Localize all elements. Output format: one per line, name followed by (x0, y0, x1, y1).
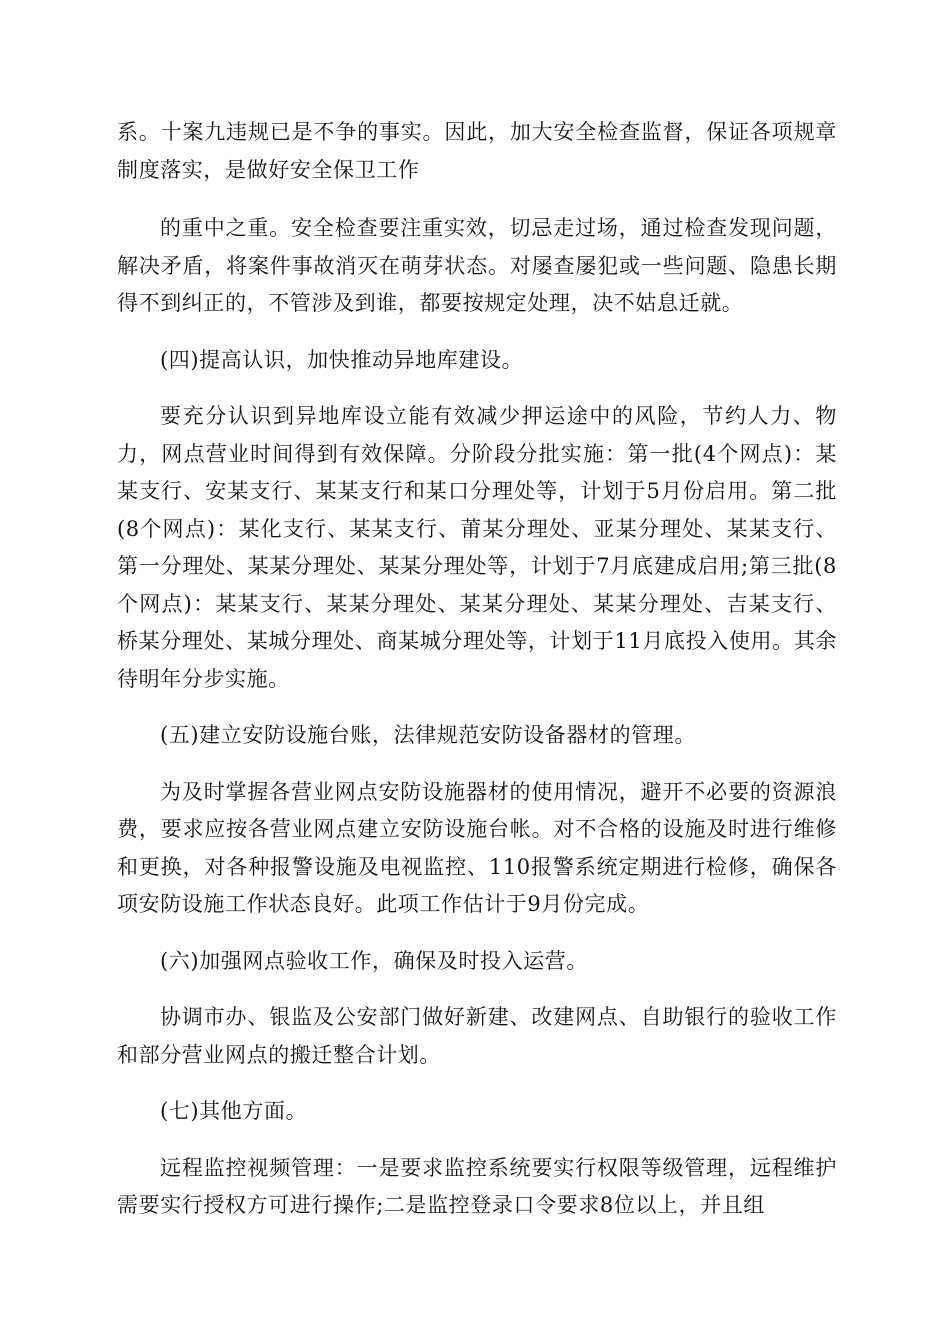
document-body (117, 114, 837, 1225)
paragraph-remote-monitoring: 远程监控视频管理：一是要求监控系统要实行权限等级管理，远程维护需要实行授权方可进行操作;二是监控登录口令要求8位以上，并且组 (117, 1155, 837, 1217)
section-heading-5: (五)建立安防设施台账，法律规范安防设备器材的管理。 (160, 723, 696, 747)
section-heading-7: (七)其他方面。 (160, 1099, 308, 1123)
paragraph-acceptance: 协调市办、银监及公安部门做好新建、改建网点、自助银行的验收工作和部分营业网点的搬迁整合计划。 (117, 1005, 837, 1067)
paragraph-continuation: 系。十案九违规已是不争的事实。因此，加大安全检查监督，保证各项规章制度落实，是做好安全保卫工作 (117, 120, 837, 182)
section-heading-4: (四)提高认识，加快推动异地库建设。 (160, 347, 524, 372)
paragraph-offsite-vault: 要充分认识到异地库设立能有效减少押运途中的风险，节约人力、物力，网点营业时间得到有效保障。分阶段分批实施：第一批(4个网点)：某某支行、安某支行、某某支行和某口分理处等，计划于5月份启用。第二批(8个网点)：某化支行、某某支行、莆某分理处、亚某分理处、某某支行、第一分理处、某某分理处、某某分理处等，计划于7月底建成启用;第三批(8个网点)：某某支行、某某分理处、某某分理处、某某分理处、吉某支行、桥某分理处、某城分理处、商某城分理处等，计划于11月底投入使用。其余待明年分步实施。 (117, 404, 837, 691)
section-heading-6: (六)加强网点验收工作，确保及时投入运营。 (160, 948, 588, 973)
paragraph-inspection-focus: 的重中之重。安全检查要注重实效，切忌走过场，通过检查发现问题，解决矛盾，将案件事故消灭在萌芽状态。对屡查屡犯或一些问题、隐患长期得不到纠正的，不管涉及到谁，都要按规定处理，决不姑息迁就。 (117, 216, 837, 315)
paragraph-security-ledger: 为及时掌握各营业网点安防设施器材的使用情况，避开不必要的资源浪费，要求应按各营业网点建立安防设施台帐。对不合格的设施及时进行维修和更换，对各种报警设施及电视监控、110报警系统定期进行检修，确保各项安防设施工作状态良好。此项工作估计于9月份完成。 (117, 779, 837, 916)
